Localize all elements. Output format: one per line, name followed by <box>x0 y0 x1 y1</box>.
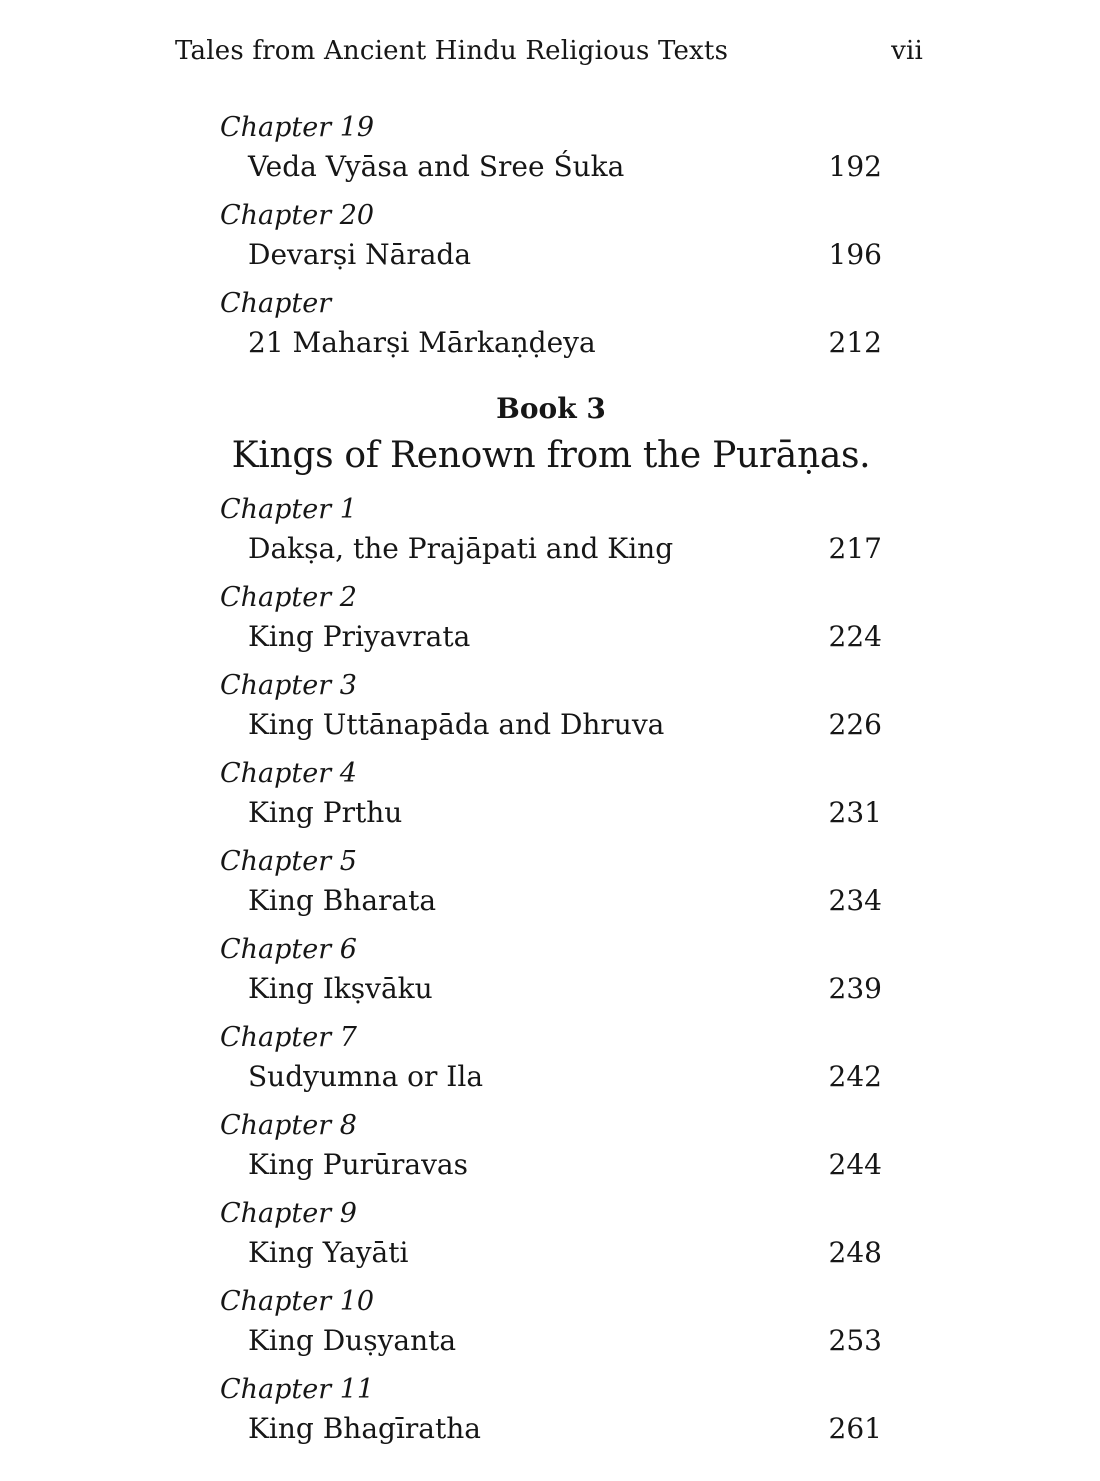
toc-entry-row <box>220 147 882 186</box>
toc-entry <box>220 1018 882 1096</box>
chapter-page-number: 234 <box>828 884 882 917</box>
running-header <box>175 36 923 66</box>
chapter-label: Chapter 3 <box>220 670 357 701</box>
chapter-title: King Purūravas <box>248 1148 468 1181</box>
chapter-label: Chapter 5 <box>220 846 357 877</box>
toc-entry <box>220 842 882 920</box>
chapter-label: Chapter 9 <box>220 1198 357 1229</box>
chapter-title: Veda Vyāsa and Sree Śuka <box>248 150 625 183</box>
toc-entry-row <box>220 705 882 744</box>
chapter-label: Chapter 7 <box>220 1022 357 1053</box>
chapter-page-number: 196 <box>828 238 882 271</box>
toc-entry-row <box>220 235 882 274</box>
toc-entry-row <box>220 617 882 656</box>
chapter-label: Chapter 4 <box>220 758 357 789</box>
chapter-title: King Prthu <box>248 796 403 829</box>
book-title: Kings of Renown from the Purāṇas. <box>231 435 871 476</box>
chapter-page-number: 192 <box>828 150 882 183</box>
toc-entry-row <box>220 793 882 832</box>
chapter-label: Chapter 20 <box>220 200 375 231</box>
running-title: Tales from Ancient Hindu Religious Texts <box>175 36 729 66</box>
toc-entry-row <box>220 969 882 1008</box>
chapter-page-number: 248 <box>828 1236 882 1269</box>
toc-entry <box>220 196 882 274</box>
chapter-label: Chapter 1 <box>220 494 357 525</box>
chapter-page-number: 242 <box>828 1060 882 1093</box>
toc-entry-row <box>220 1233 882 1272</box>
toc-entry <box>220 1194 882 1272</box>
chapter-title: King Uttānapāda and Dhruva <box>248 708 665 741</box>
chapter-label: Chapter 10 <box>220 1286 375 1317</box>
chapter-page-number: 212 <box>828 326 882 359</box>
toc-entry <box>220 1106 882 1184</box>
toc-entry <box>220 284 882 362</box>
chapter-title: King Bharata <box>248 884 437 917</box>
book-number-label: Book 3 <box>496 392 606 425</box>
toc-entry-row <box>220 1145 882 1184</box>
toc-entry-row <box>220 1409 882 1448</box>
chapter-label: Chapter 8 <box>220 1110 357 1141</box>
toc-entry-row <box>220 529 882 568</box>
toc-entry <box>220 930 882 1008</box>
chapter-title: King Ikṣvāku <box>248 972 433 1005</box>
toc-entry <box>220 666 882 744</box>
chapter-title: Dakṣa, the Prajāpati and King <box>248 532 674 565</box>
chapter-page-number: 217 <box>828 532 882 565</box>
toc-entry <box>220 754 882 832</box>
toc-entry-row <box>220 1057 882 1096</box>
toc-entry-row <box>220 323 882 362</box>
toc-entry <box>220 108 882 186</box>
chapter-page-number: 224 <box>828 620 882 653</box>
toc-section-book3 <box>220 490 882 1448</box>
toc-entry <box>220 578 882 656</box>
toc-entry <box>220 1370 882 1448</box>
chapter-page-number: 239 <box>828 972 882 1005</box>
chapter-title: King Bhagīratha <box>248 1412 481 1445</box>
chapter-page-number: 226 <box>828 708 882 741</box>
chapter-label: Chapter <box>220 288 332 319</box>
chapter-title: 21 Maharṣi Mārkaṇḍeya <box>248 326 596 359</box>
chapter-page-number: 244 <box>828 1148 882 1181</box>
toc-section-book2-end <box>220 108 882 362</box>
chapter-title: King Priyavrata <box>248 620 471 653</box>
chapter-title: Devarṣi Nārada <box>248 238 472 271</box>
chapter-label: Chapter 2 <box>220 582 357 613</box>
chapter-label: Chapter 11 <box>220 1374 375 1405</box>
chapter-title: Sudyumna or Ila <box>248 1060 484 1093</box>
folio-page-number: vii <box>891 36 923 66</box>
chapter-page-number: 253 <box>828 1324 882 1357</box>
chapter-label: Chapter 6 <box>220 934 357 965</box>
toc-entry-row <box>220 1321 882 1360</box>
chapter-label: Chapter 19 <box>220 112 375 143</box>
chapter-title: King Duṣyanta <box>248 1324 457 1357</box>
table-of-contents <box>220 108 882 1458</box>
toc-entry <box>220 490 882 568</box>
chapter-page-number: 261 <box>828 1412 882 1445</box>
book-heading <box>220 388 882 482</box>
toc-entry-row <box>220 881 882 920</box>
chapter-page-number: 231 <box>828 796 882 829</box>
chapter-title: King Yayāti <box>248 1236 409 1269</box>
toc-entry <box>220 1282 882 1360</box>
